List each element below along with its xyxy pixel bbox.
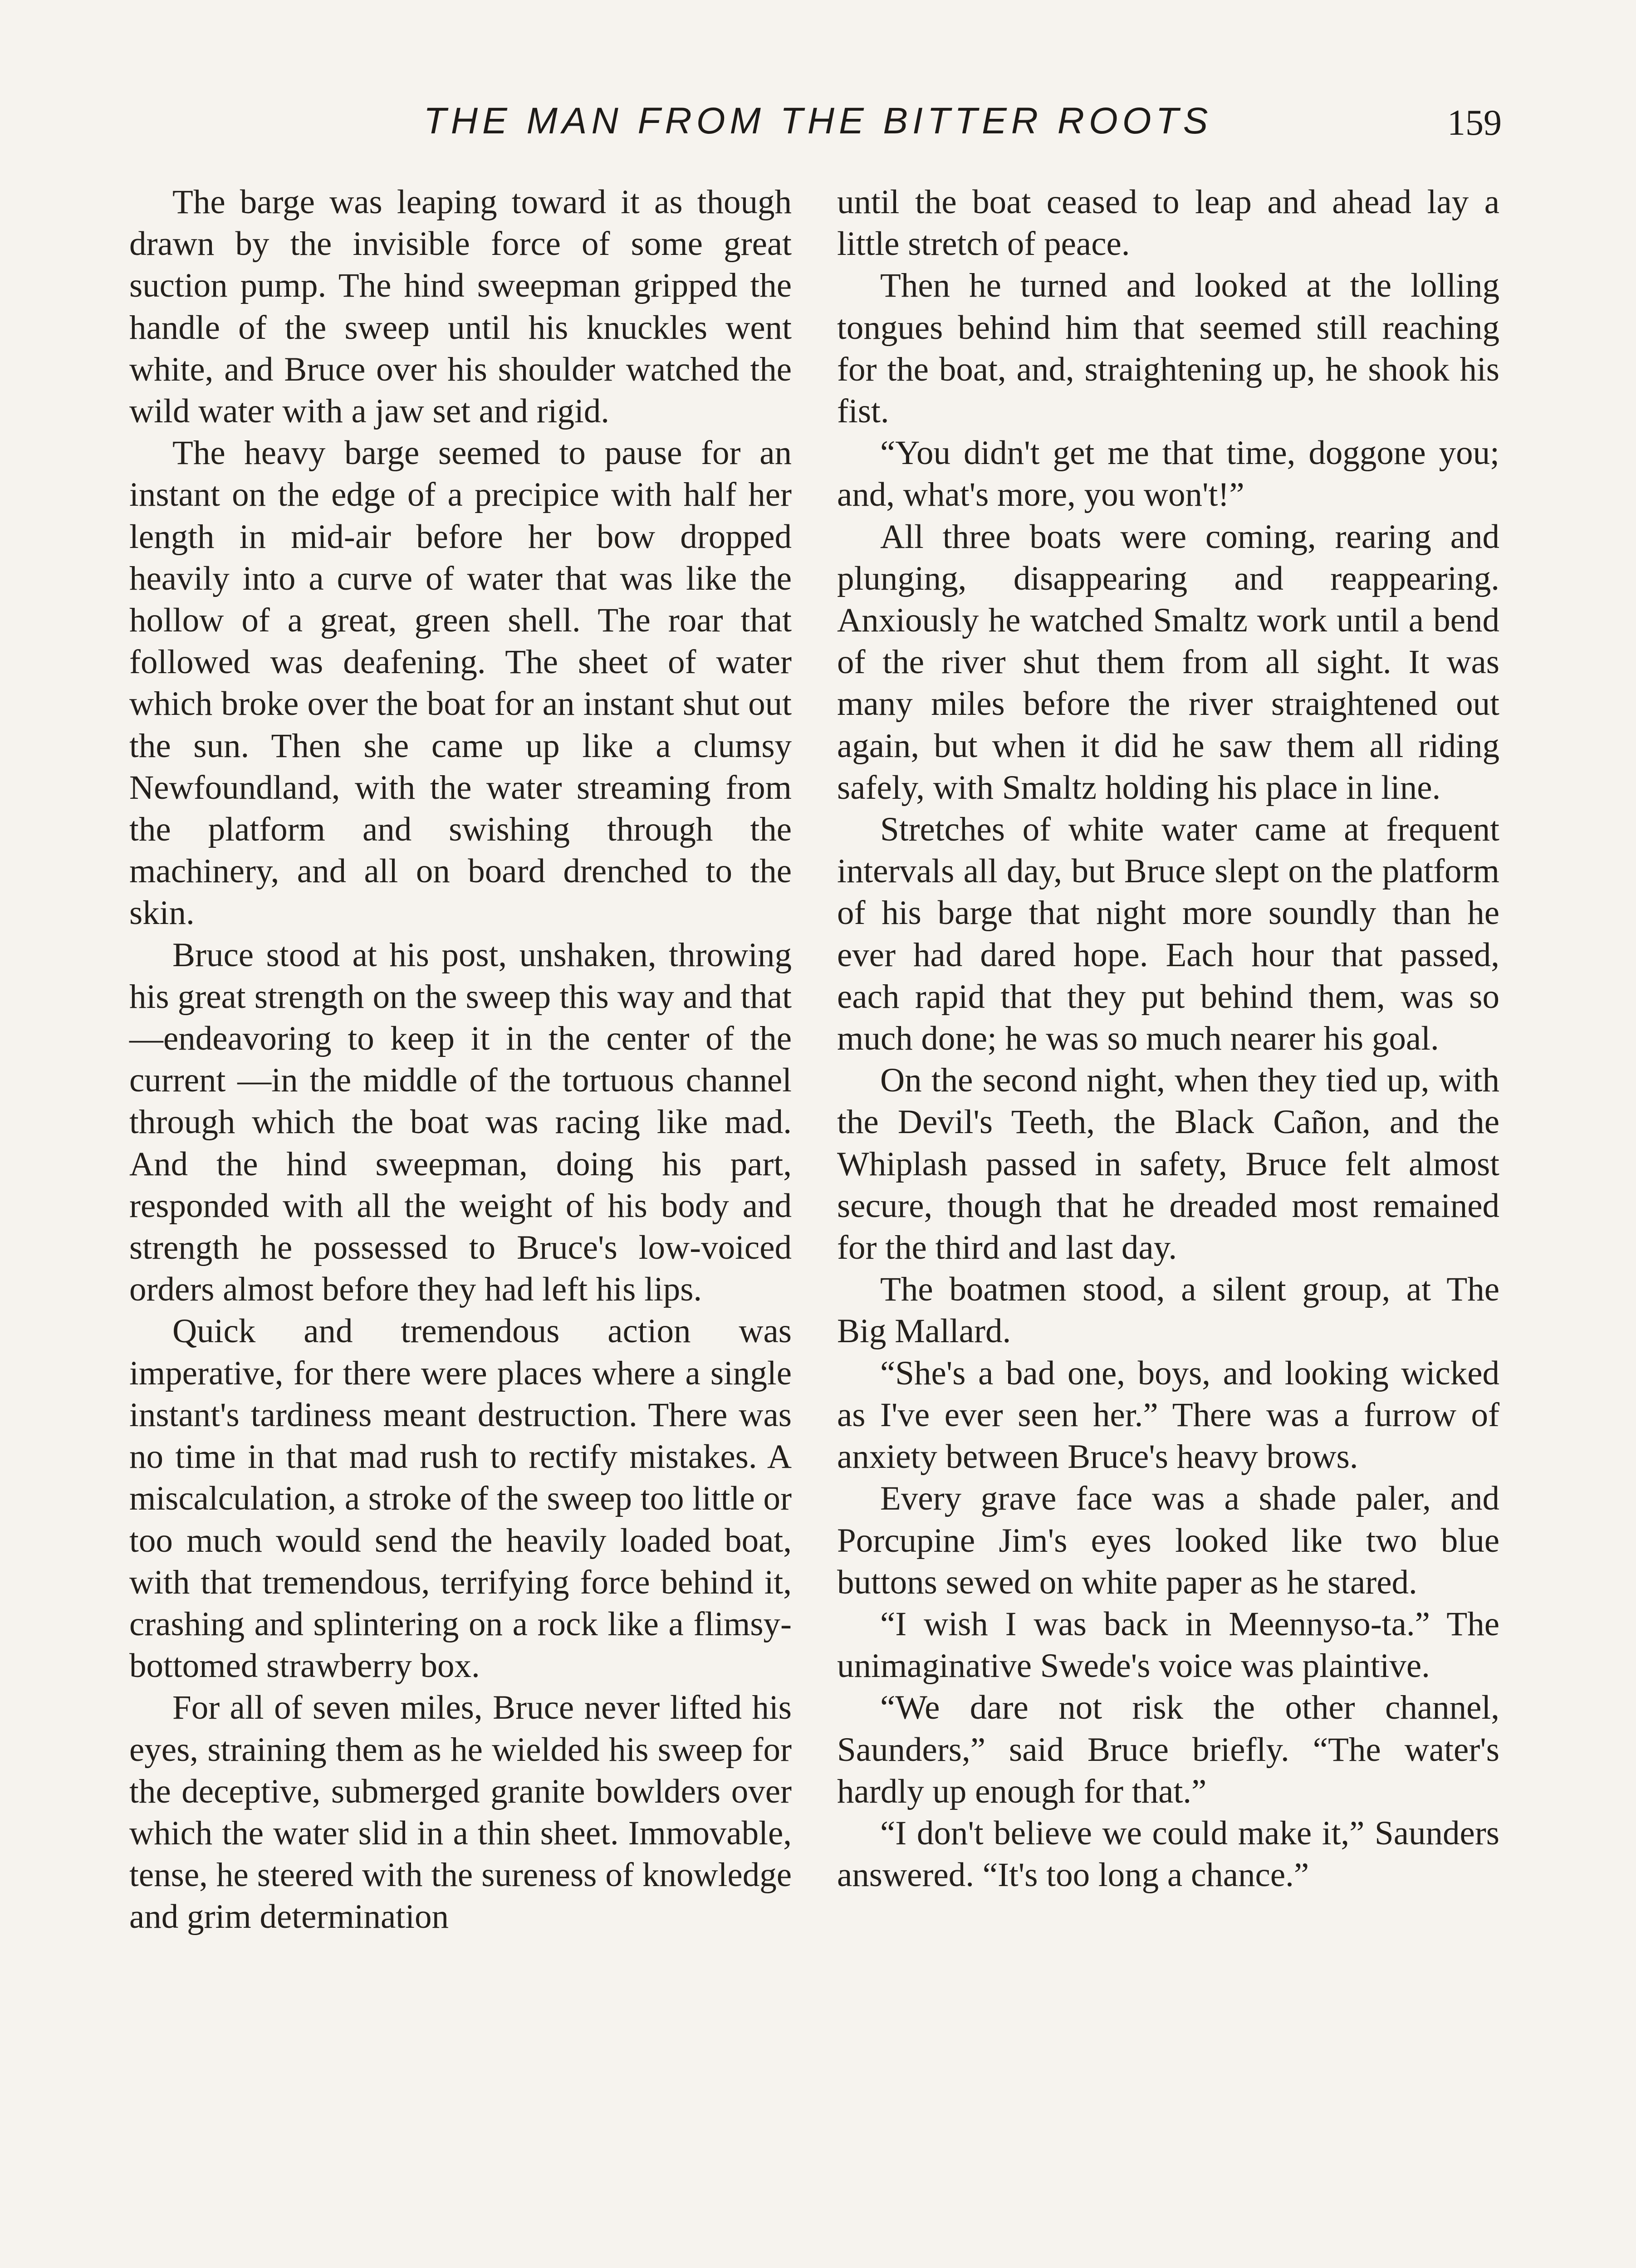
page-number: 159 [1447, 103, 1502, 143]
paragraph: Every grave face was a shade paler, and Porcupine Jim's eyes looked like two blue buttons sewed on white paper as he stared. [837, 1480, 1499, 1601]
paragraph: Stretches of white water came at frequent intervals all day, but Bruce slept on the platform of his barge that night more soundly than he ever had dared hope. Each hour that passed, each rapid that they put behind them, was so much done; he was so much nearer his goal. [837, 811, 1499, 1058]
paragraph: “I wish I was back in Meennyso-ta.” The unimaginative Swede's voice was plaintive. [837, 1605, 1499, 1685]
paragraph: On the second night, when they tied up, with the Devil's Teeth, the Black Cañon, and the Whiplash passed in safety, Bruce felt almost secure, though that he dreaded most remained for the third and last day. [837, 1061, 1499, 1267]
right-column [837, 181, 1499, 1896]
running-title: THE MAN FROM THE BITTER ROOTS [423, 100, 1213, 142]
paragraph: Quick and tremendous action was imperative, for there were places where a single instant's tardiness meant destruction. There was no time in that mad rush to rectify mistakes. A miscalculation, a stroke of the sweep too little or too much would send the heavily loaded boat, with that tremendous, terrifying force behind it, crashing and splintering on a rock like a flimsy-bottomed strawberry box. [129, 1312, 792, 1685]
paragraph: The barge was leaping toward it as though drawn by the invisible force of some great suction pump. The hind sweepman gripped the handle of the sweep until his knuckles went white, and Bruce over his shoulder watched the wild water with a jaw set and rigid. [129, 183, 792, 430]
paragraph: Bruce stood at his post, unshaken, throwing his great strength on the sweep this way and that—endeavoring to keep it in the center of the current —in the middle of the tortuous channel through which the boat was racing like mad. And the hind sweepman, doing his part, responded with all the weight of his body and strength he possessed to Bruce's low-voiced orders almost before they had left his lips. [129, 936, 792, 1309]
paragraph: The heavy barge seemed to pause for an instant on the edge of a precipice with half her length in mid-air before her bow dropped heavily into a curve of water that was like the hollow of a great, green shell. The roar that followed was deafening. The sheet of water which broke over the boat for an instant shut out the sun. Then she came up like a clumsy Newfoundland, with the water streaming from the platform and swishing through the machinery, and all on board drenched to the skin. [129, 434, 792, 932]
paragraph: “I don't believe we could make it,” Saunders answered. “It's too long a chance.” [837, 1814, 1499, 1894]
page-header [0, 100, 1636, 154]
paragraph: All three boats were coming, rearing and plunging, disappearing and reappearing. Anxiously he watched Smaltz work until a bend of the river shut them from all sight. It was many miles before the river straightened out again, but when it did he saw them all riding safely, with Smaltz holding his place in line. [837, 518, 1499, 807]
paragraph: Then he turned and looked at the lolling tongues behind him that seemed still reaching for the boat, and, straightening up, he shook his fist. [837, 267, 1499, 430]
paragraph: “We dare not risk the other channel, Saunders,” said Bruce briefly. “The water's hardly up enough for that.” [837, 1689, 1499, 1810]
paragraph: The boatmen stood, a silent group, at The Big Mallard. [837, 1271, 1499, 1350]
paragraph-continuation: until the boat ceased to leap and ahead lay a little stretch of peace. [837, 183, 1499, 263]
paragraph: “She's a bad one, boys, and looking wicked as I've ever seen her.” There was a furrow of anxiety between Bruce's heavy brows. [837, 1354, 1499, 1476]
paragraph: “You didn't get me that time, doggone you; and, what's more, you won't!” [837, 434, 1499, 514]
left-column [129, 181, 792, 1938]
paragraph: For all of seven miles, Bruce never lifted his eyes, straining them as he wielded his sweep for the deceptive, submerged granite bowlders over which the water slid in a thin sheet. Immovable, tense, he steered with the sureness of knowledge and grim determination [129, 1689, 792, 1936]
